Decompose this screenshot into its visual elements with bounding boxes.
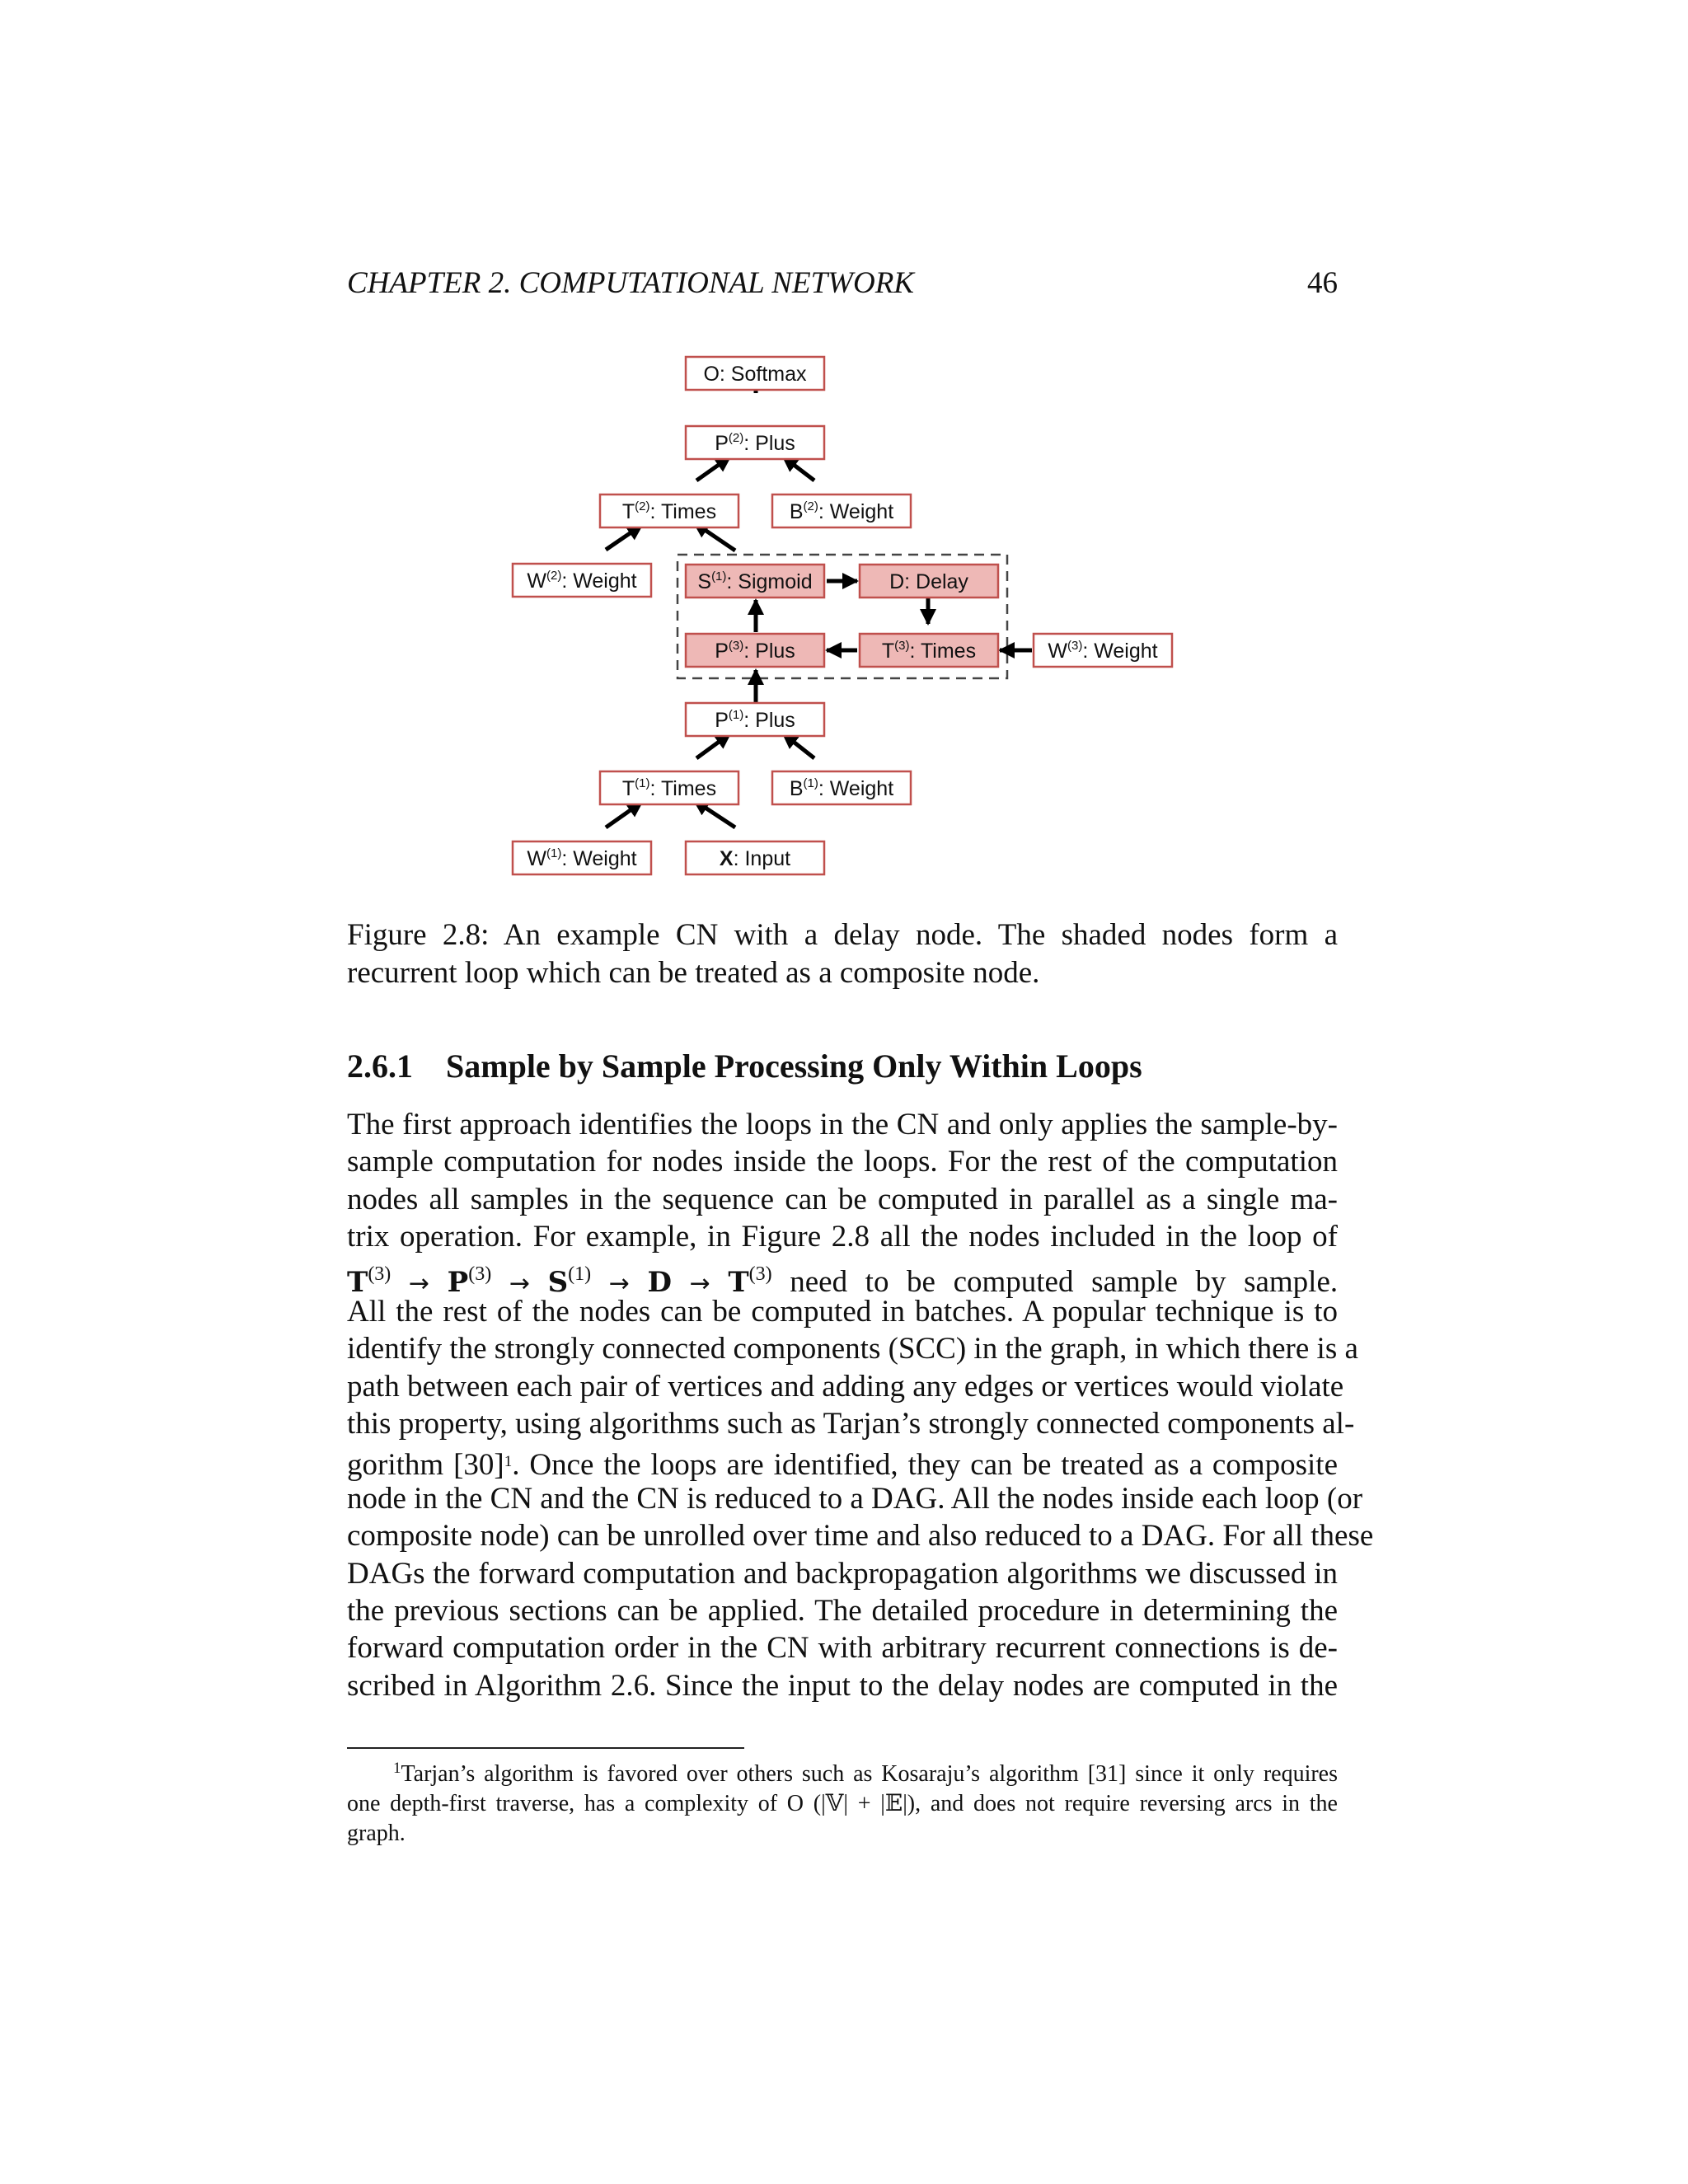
text-line: gorithm [30]$^1$. Once the loops are identified, they can be treated as a composite <box>347 1447 1338 1482</box>
node-times-2 <box>600 494 738 527</box>
node-softmax <box>686 357 824 390</box>
node-bias-1 <box>772 771 911 804</box>
figure-caption: Figure 2.8: An example CN with a delay node. The shaded nodes form a recurrent loop which can be treated as a composite node. <box>347 918 1338 990</box>
svg-text:B(2): Weight: $B^{(2)}$: Weight <box>789 499 894 523</box>
node-plus-1 <box>686 703 824 736</box>
svg-text:T(1): Times: $T^{(1)}$: Times <box>621 776 717 800</box>
text-line: nodes all samples in the sequence can be computed in parallel as a single ma- <box>347 1182 1338 1216</box>
footnote-line: $^1$Tarjan’s algorithm is favored over others such as Kosaraju’s algorithm [31] since it only requires <box>393 1760 1338 1787</box>
svg-text:W(1): Weight: $W^{(1)}$: Weight <box>527 846 637 870</box>
text-line: trix operation. For example, in Figure 2.8 all the nodes included in the loop of <box>347 1220 1338 1254</box>
text-line: path between each pair of vertices and adding any edges or vertices would violate <box>347 1369 1344 1404</box>
network-diagram <box>495 346 1203 890</box>
math-T3: T <box>347 1265 368 1299</box>
text-line: this property, using algorithms such as Tarjan’s strongly connected components al- <box>347 1407 1355 1441</box>
svg-text:O: Softmax: O: Softmax <box>703 363 807 386</box>
text-line: scribed in Algorithm 2.6. Since the input to the delay nodes are computed in the <box>347 1668 1338 1703</box>
edge-w1-to-t1 <box>606 802 642 827</box>
section-title: Sample by Sample Processing Only Within Loops <box>446 1047 1142 1085</box>
svg-text:D: Delay: D: Delay <box>889 570 968 593</box>
math-T3b: T <box>728 1265 749 1299</box>
text-line: All the rest of the nodes can be computed in batches. A popular technique is to <box>347 1294 1338 1329</box>
footnote <box>347 1754 1338 1849</box>
running-head <box>347 265 1338 307</box>
node-weight-1 <box>513 841 651 874</box>
svg-text:P(2): Plus: $P^{(2)}$: Plus <box>715 431 795 455</box>
edge-b1-to-p1 <box>783 733 814 758</box>
math-D: D <box>647 1265 672 1299</box>
svg-text:X: Input: X: Input <box>719 847 791 870</box>
svg-text:B(1): Weight: $B^{(1)}$: Weight <box>789 776 894 800</box>
node-weight-3 <box>1034 634 1172 667</box>
section-heading <box>347 1045 1338 1088</box>
svg-text:P(1): Plus: $P^{(1)}$: Plus <box>715 708 795 732</box>
math-P3: P <box>447 1265 469 1299</box>
text-line: The first approach identifies the loops in the CN and only applies the sample-by- <box>347 1108 1338 1141</box>
text-line: the previous sections can be applied. The detailed procedure in determining the <box>347 1594 1338 1629</box>
node-delay <box>860 565 998 598</box>
footnote-mark: 1 <box>393 1760 401 1777</box>
node-weight-2 <box>513 564 651 597</box>
footnote-ref: 1 <box>504 1452 513 1470</box>
chapter-title: CHAPTER 2. COMPUTATIONAL NETWORK <box>347 266 914 300</box>
node-sigmoid-1 <box>686 565 824 598</box>
svg-text:S(1): Sigmoid: $S^{(1)}$: Sigmoid <box>697 569 813 593</box>
svg-text:T(2): Times: $T^{(2)}$: Times <box>621 499 717 523</box>
node-bias-2 <box>772 494 911 527</box>
footnote-rule <box>347 1747 744 1749</box>
math-line: $T^{(3)} \to P^{(3)} \to S^{(1)} \to D \to T^{(3)}$ need to be computed sample by sample. <box>347 1263 1339 1299</box>
node-times-3 <box>860 634 998 667</box>
text-line: identify the strongly connected components (SCC) in the graph, in which there is a <box>347 1332 1358 1366</box>
node-plus-2 <box>686 426 824 459</box>
svg-text:T(3): Times: $T^{(3)}$: Times <box>881 639 977 663</box>
body-paragraph <box>347 1106 1374 1704</box>
footnote-line: one depth-first traverse, has a complexity of O (|𝕍| + |𝔼|), and does not require reversing arcs in the <box>347 1791 1338 1816</box>
svg-text:P(3): Plus: $P^{(3)}$: Plus <box>715 639 795 663</box>
edge-b2-to-p2 <box>783 457 814 480</box>
text-line: forward computation order in the CN with arbitrary recurrent connections is de- <box>347 1631 1338 1666</box>
node-input <box>686 841 824 874</box>
edge-w2-to-t2 <box>606 525 642 550</box>
edge-t1-to-p1 <box>696 733 730 758</box>
footnote-line: graph. <box>347 1821 406 1846</box>
math-S1: S <box>547 1265 569 1299</box>
text-line: composite node) can be unrolled over time and also reduced to a DAG. For all these <box>347 1519 1374 1554</box>
node-times-1 <box>600 771 738 804</box>
edge-t2-to-p2 <box>696 457 730 480</box>
text-line: sample computation for nodes inside the loops. For the rest of the computation <box>347 1145 1338 1179</box>
text-line: node in the CN and the CN is reduced to a DAG. All the nodes inside each loop (or <box>347 1481 1363 1516</box>
svg-text:W(2): Weight: $W^{(2)}$: Weight <box>527 569 637 593</box>
node-plus-3 <box>686 634 824 667</box>
section-number: 2.6.1 <box>347 1047 413 1085</box>
svg-text:W(3): Weight: $W^{(3)}$: Weight <box>1048 639 1158 663</box>
page-number: 46 <box>1307 266 1338 300</box>
figure-cn-delay <box>495 346 1203 890</box>
text-line: DAGs the forward computation and backpropagation algorithms we discussed in <box>347 1556 1338 1591</box>
